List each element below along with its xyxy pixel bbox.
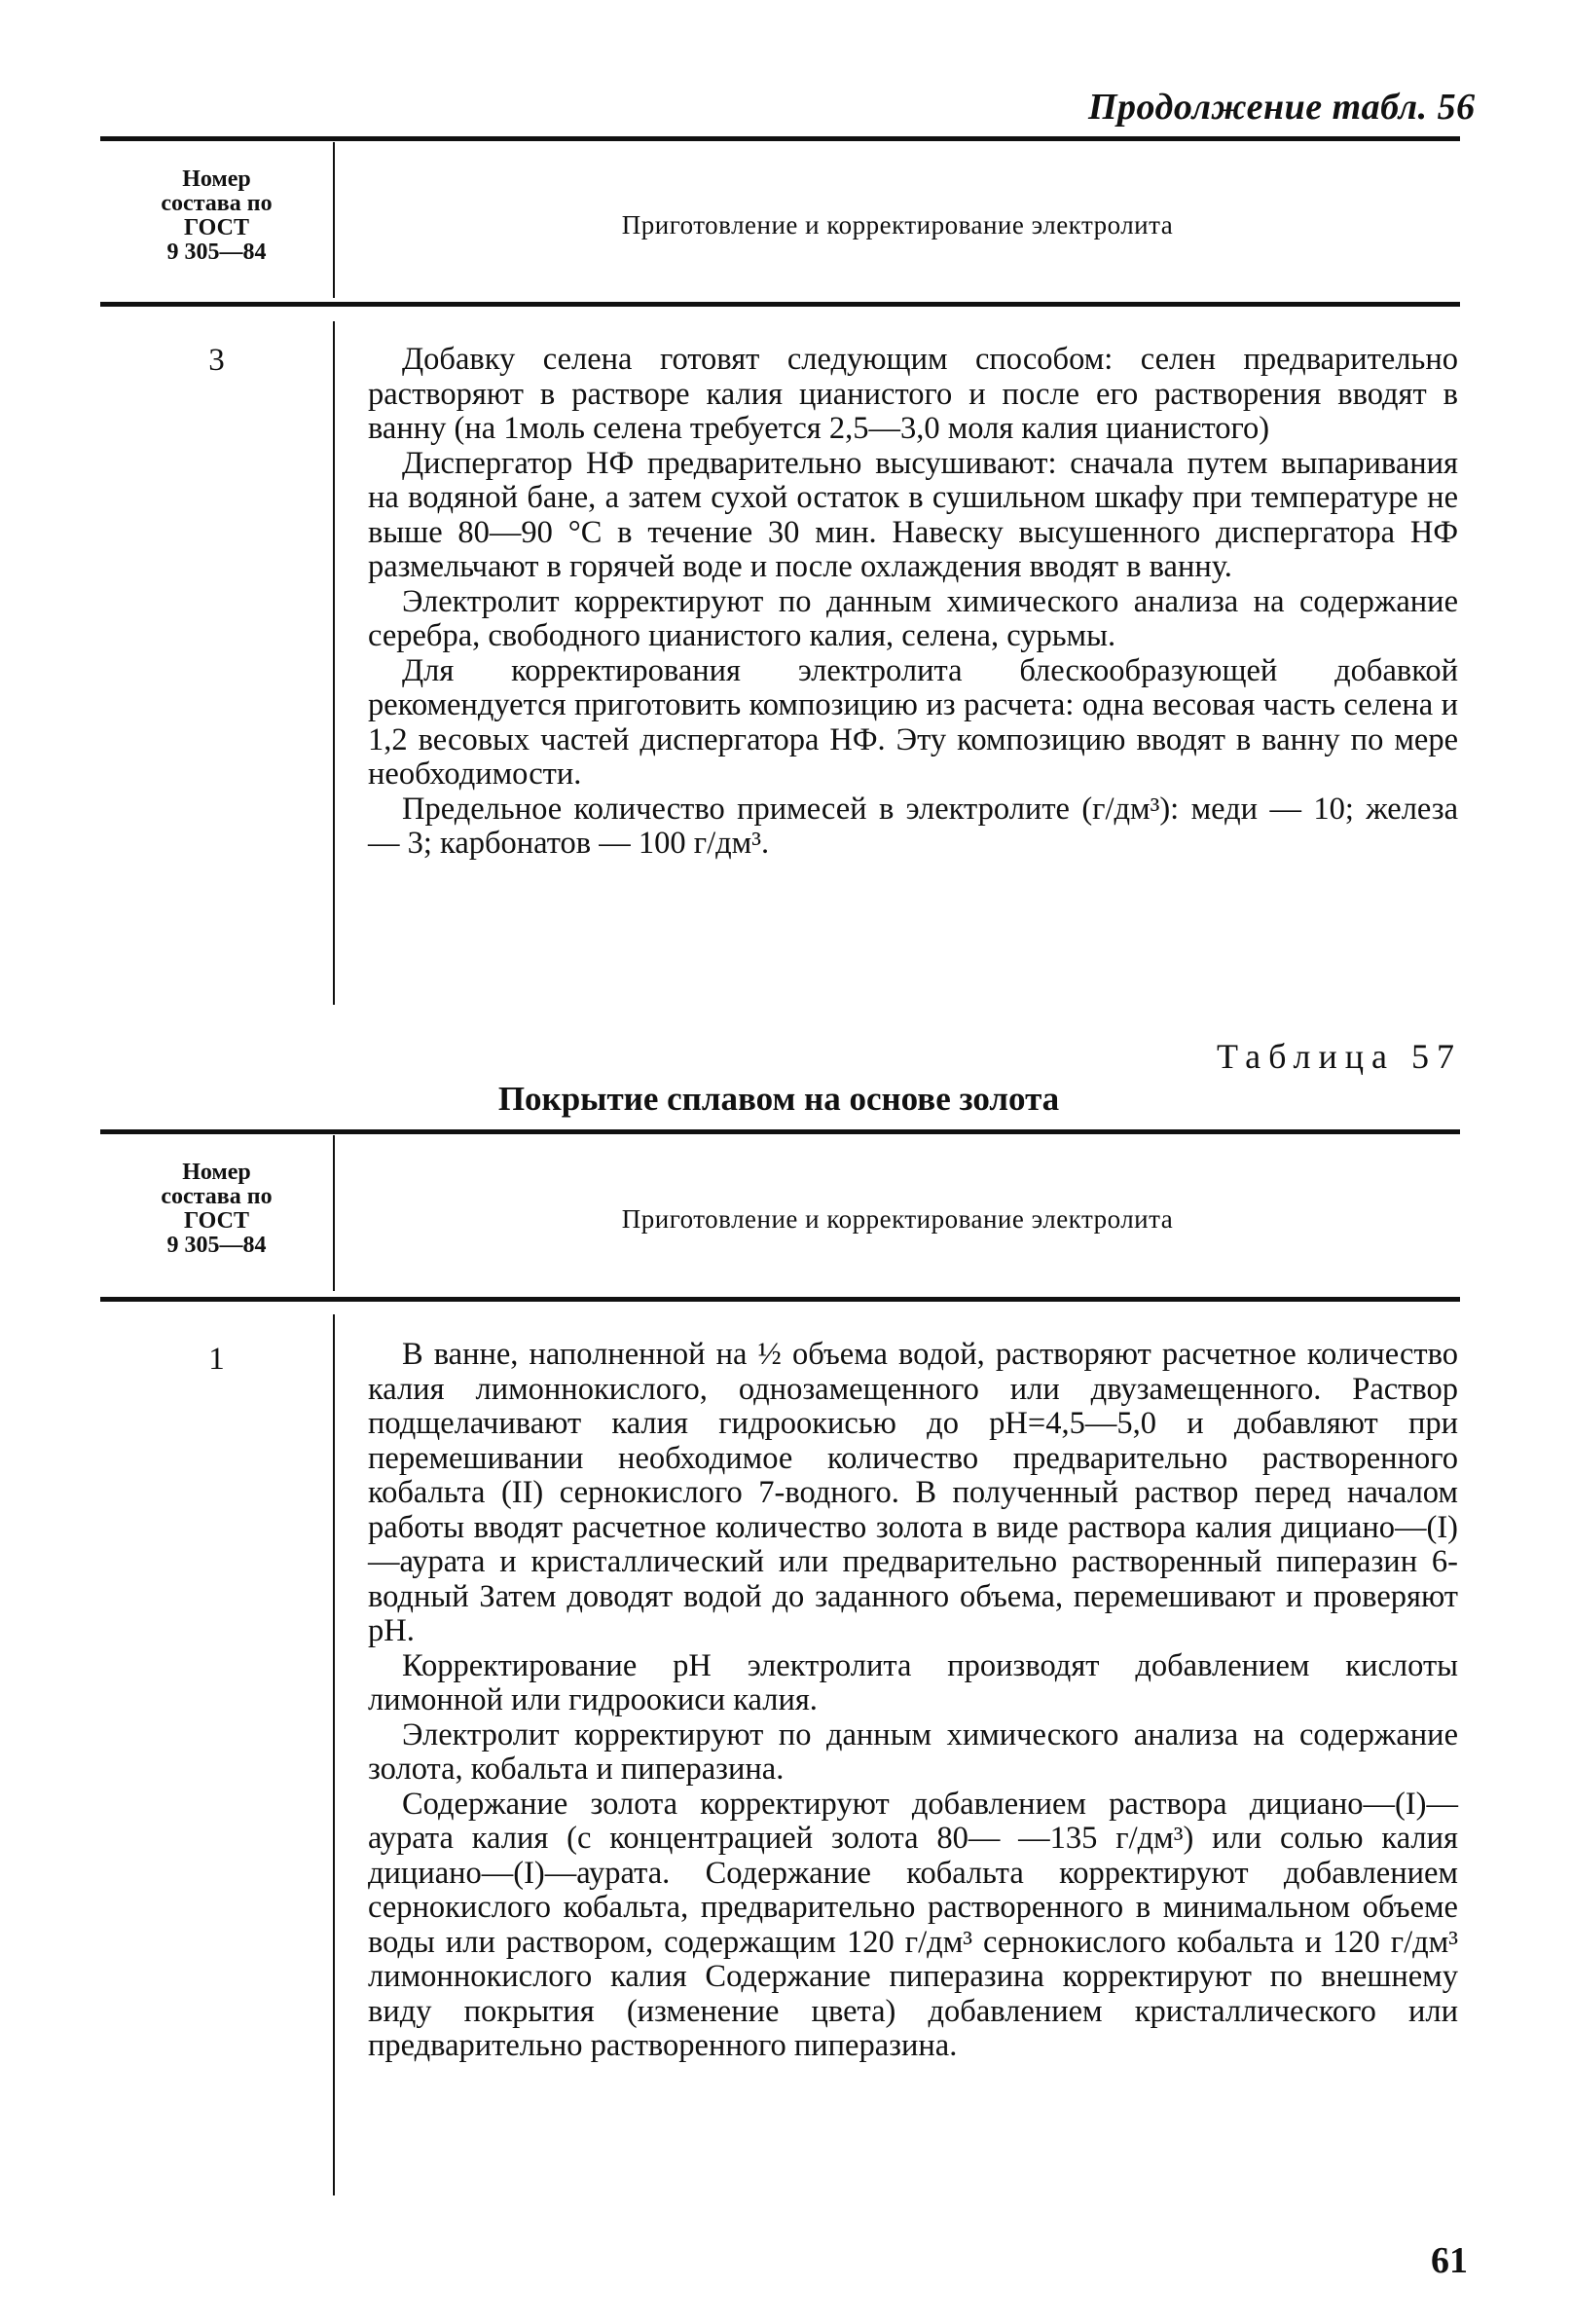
body-column-divider bbox=[333, 321, 335, 1005]
table-label: Таблица 57 bbox=[1217, 1037, 1462, 1076]
header-num-line-4: 9 305—84 bbox=[166, 240, 267, 265]
header-num-line-3: ГОСТ bbox=[184, 1208, 249, 1234]
running-head: Продолжение табл. 56 bbox=[1088, 87, 1476, 128]
paragraph: Для корректирования электролита блескообразующей добавкой рекомендуется приготовить композицию из расчета: одна весовая часть селена и 1,2 весовых частей диспергатора НФ. Эту композицию вводят в ванну по мере необходимости. bbox=[368, 652, 1458, 792]
header-bottom-rule bbox=[100, 1297, 1460, 1302]
header-num-line-4: 9 305—84 bbox=[166, 1233, 267, 1258]
paragraph: Электролит корректируют по данным химического анализа на содержание серебра, свободного цианистого калия, селена, сурьмы. bbox=[368, 583, 1458, 653]
paragraph: Предельное количество примесей в электролите (г/дм³): меди — 10; железа — 3; карбонатов — 100 г/дм³. bbox=[368, 791, 1458, 861]
header-num-line-2: состава по bbox=[161, 191, 273, 216]
header-num-line-1: Номер bbox=[182, 166, 251, 192]
row-text-block bbox=[368, 1338, 1458, 2064]
paragraph: В ванне, наполненной на ½ объема водой, растворяют расчетное количество калия лимоннокислого, однозамещенного или двузамещенного. Раствор подщелачивают калия гидроокисью до рН=4,5—5,0 и добавляют при перемешивании необходимое количество предварительно растворенного кобальта (II) сернокислого 7-водного. В полученный раствор перед началом работы вводят расчетное количество золота в виде раствора калия дициано—(I)—аурата и кристаллический или предварительно растворенный пиперазин 6-водный Затем доводят водой до заданного объема, перемешивают и проверяют рН. bbox=[368, 1337, 1458, 1648]
header-num-line-2: состава по bbox=[161, 1184, 273, 1209]
paragraph: Добавку селена готовят следующим способом: селен предварительно растворяют в растворе калия цианистого и после его растворения вводят в ванну (на 1моль селена требуется 2,5—3,0 моля калия цианистого) bbox=[368, 342, 1458, 446]
body-column-divider bbox=[333, 1314, 335, 2195]
row-number: 3 bbox=[208, 343, 225, 378]
header-num-line-1: Номер bbox=[182, 1160, 251, 1185]
paragraph: Содержание золота корректируют добавлением раствора дициано—(I)—аурата калия (с концентрацией золота 80— —135 г/дм³) или солью калия дициано—(I)—аурата. Содержание кобальта корректируют добавлением сернокислого кобальта, предварительно растворенного в минимальном объеме воды или раствором, содержащим 120 г/дм³ сернокислого кобальта и 120 г/дм³ лимоннокислого калия Содержание пиперазина корректируют по внешнему виду покрытия (изменение цвета) добавлением кристаллического или предварительно растворенного пиперазина. bbox=[368, 1786, 1458, 2063]
header-bottom-rule bbox=[100, 302, 1460, 307]
header-preparation: Приготовление и корректирование электролита bbox=[621, 210, 1174, 240]
paragraph: Корректирование рН электролита производят добавлением кислоты лимонной или гидроокиси калия. bbox=[368, 1647, 1458, 1717]
header-num-line-3: ГОСТ bbox=[184, 215, 249, 240]
table-top-rule bbox=[100, 1129, 1460, 1134]
table-top-rule bbox=[100, 136, 1460, 141]
header-preparation: Приготовление и корректирование электролита bbox=[621, 1204, 1174, 1234]
paragraph: Диспергатор НФ предварительно высушивают: сначала путем выпаривания на водяной бане, а затем сухой остаток в сушильном шкафу при температуре не выше 80—90 °С в течение 30 мин. Навеску высушенного диспергатора НФ размельчают в горячей воде и после охлаждения вводят в ванну. bbox=[368, 445, 1458, 584]
table-title: Покрытие сплавом на основе золота bbox=[497, 1080, 1060, 1118]
header-composition-number bbox=[100, 167, 333, 265]
header-composition-number bbox=[100, 1161, 333, 1258]
row-text-block bbox=[368, 343, 1458, 862]
paragraph: Электролит корректируют по данным химического анализа на содержание золота, кобальта и пиперазина. bbox=[368, 1716, 1458, 1787]
row-number: 1 bbox=[208, 1342, 225, 1377]
page-number: 61 bbox=[1431, 2240, 1468, 2281]
